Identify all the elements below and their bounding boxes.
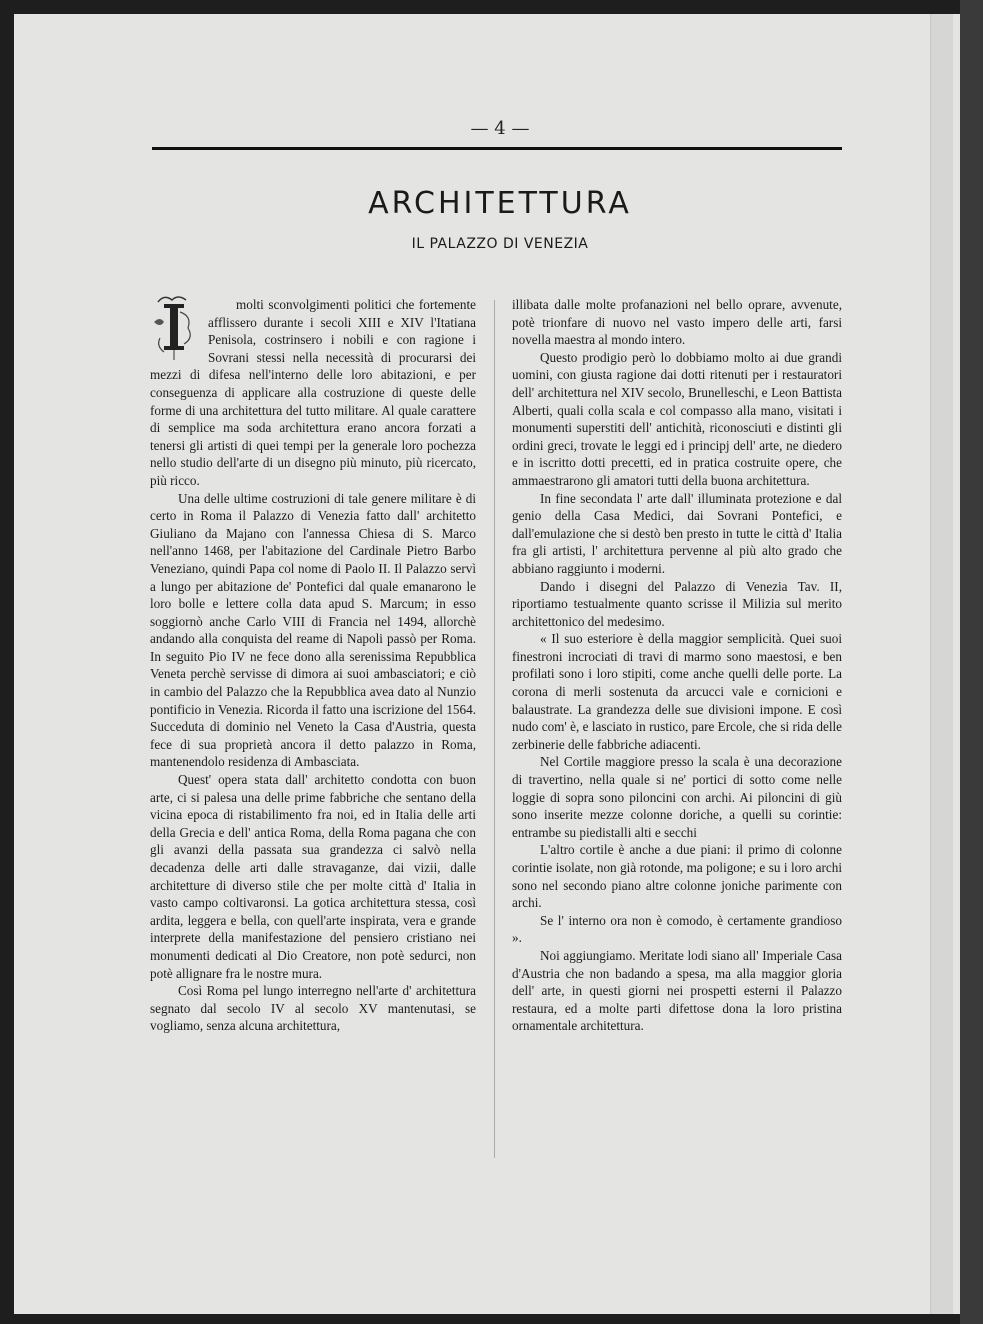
header-rule [152,147,842,150]
paragraph: L'altro cortile è anche a due piani: il primo di colonne corintie isolate, non già rotonde, ma poligone; e su i loro archi sono nel secondo piano altre colonne joniche parimente con archi. [512,842,842,911]
paragraph: Quest' opera stata dall' architetto condotta con buon arte, ci si palesa una delle prime fabbriche che sentano della vicina epoca di ristabilimento fra noi, ed in Italia delle arti della Grecia e dell' antica Roma, della Roma pagana che con gli avanzi della passata sua grandezza ci salvò nella decadenza delle arti dalle stravaganze, dai vizii, dalle architetture di diverso stile che per molte città d' Italia in vasto campo coltivaronsi. La gotica architettura stessa, così ardita, leggera e bella, con quell'arte inspirata, vera e grande interprete della manifestazione del pensiero cristiano nei monumenti dedicati al Dio Creatore, non potè sedurci, non potè allignare fra le nostre mura. [150,772,476,981]
page-fold [930,14,953,1314]
article-subtitle: IL PALAZZO DI VENEZIA [411,236,589,252]
paragraph: In fine secondata l' arte dall' illuminata protezione e dal genio della Casa Medici, dai Sovrani Pontefici, e dall'emulazione che si destò ben presto in tutte le città d' Italia fra gli artisti, l' architettura pervenne al più alto grado che abbiano raggiunto i moderni. [512,490,842,576]
paragraph: illibata dalle molte profanazioni nel bello oprare, avvenute, potè trionfare di nuovo nel vasto impero delle arti, farsi novella maestra al mondo intero. [512,297,842,348]
paragraph: Se l' interno ora non è comodo, è certamente grandioso ». [512,912,842,946]
scanner-edge [960,0,983,1324]
ornamental-initial-icon [150,296,200,362]
section-title: ARCHITETTURA [368,186,632,221]
left-column [150,296,476,1166]
paragraph: Dando i disegni del Palazzo di Venezia Tav. II, riportiamo testualmente quanto scrisse il Milizia sul merito architettonico del medesimo. [512,578,842,629]
paragraph: Nel Cortile maggiore presso la scala è una decorazione di travertino, nella quale si ne' portici di sotto come nelle loggie di sopra sono piloncini con archi. Ai piloncini di giù sono inserite mezze colonne doriche, a quelli su corintie: entrambe su piedistalli alti e secchi [512,754,842,840]
right-column [512,296,842,1166]
paragraph: Noi aggiungiamo. Meritate lodi siano all' Imperiale Casa d'Austria che non badando a spesa, ma alla maggior gloria dell' arte, in questi giorni nei prospetti esterni il Palazzo restaura, ed a molte parti difettose dona la loro pristina ornamentale architettura. [512,947,842,1034]
paragraph: Una delle ultime costruzioni di tale genere militare è di certo in Roma il Palazzo di Venezia fatto dall' architetto Giuliano da Majano con l'annessa Chiesa di S. Marco nell'anno 1468, per l'abitazione del Cardinale Pietro Barbo Veneziano, quindi Papa col nome di Paolo II. Il Palazzo servì a lungo per abitazione de' Pontefici dal quale emanarono le loro bolle e lettere colla data apud S. Marcum; in esso soggiornò anche Carlo VIII di Francia nel 1494, allorchè andando alla conquista del reame di Napoli passò per Roma. In seguito Pio IV ne fece dono alla serenissima Repubblica Veneta perchè servisse di dimora ai suoi ambasciatori; e ciò in cambio del Palazzo che la Repubblica avea dato al Nunzio pontificio in Venezia. Ricorda il fatto una iscrizione del 1564. Succeduta di dominio nel Veneto la Casa d'Austria, questa fece di sua proprietà ancora il detto palazzo in Roma, mantenendolo residenza di Ambasciata. [150,490,476,770]
paragraph: Così Roma pel lungo interregno nell'arte d' architettura segnato dal secolo IV al secolo XV mantenutasi, se vogliamo, senza alcuna architettura, [150,983,476,1034]
paragraph: molti sconvolgimenti politici che fortemente afflissero durante i secoli XIII e XIV l'Itatiana Penisola, costrinsero i nobili e con ragione i Sovrani stessi nella necessità di procurarsi dei mezzi di difesa nell'interno delle loro abitazioni, e per conseguenza di applicare alla costruzione di queste delle forme di una architettura del tutto militare. Al quale carattere di semplice ma soda architettura erano ancora forzati a tenersi gli artisti di quei tempi per la generale loro pochezza nello studio dell'arte di un disegno più minuto, più ricercato, più ricco. [150,297,476,488]
page-number: — 4 — [470,118,530,139]
column-divider [494,300,495,1158]
paragraph: Questo prodigio però lo dobbiamo molto ai due grandi uomini, con giusta ragione dai dotti ritenuti per i restauratori dell' architettura nel XIV secolo, Brunelleschi, e Leon Battista Alberti, quali colla scala e col compasso alla mano, visitati i monumenti superstiti dell' antichità, riconosciuti e distinti gli ordini greci, trovate le leggi ed i principj dell' arte, ne diedero e in iscritto dotti precetti, ed in pratica costruite opere, che ammaestrarono gli amatori tutti della buona architettura. [512,349,842,488]
paragraph: « Il suo esteriore è della maggior semplicità. Quei suoi finestroni incrociati di travi di marmo sono maestosi, e ben profilati sono i loro stipiti, come anche quelli delle porte. La corona di merli sostenuta da arcucci vale e cornicioni e balaustrate. La grandezza delle sue divisioni impone. E così nudo com' è, e lasciato in rustico, pare Ercole, che si rida delle zerbinerie delle fabbriche adiacenti. [512,631,842,752]
